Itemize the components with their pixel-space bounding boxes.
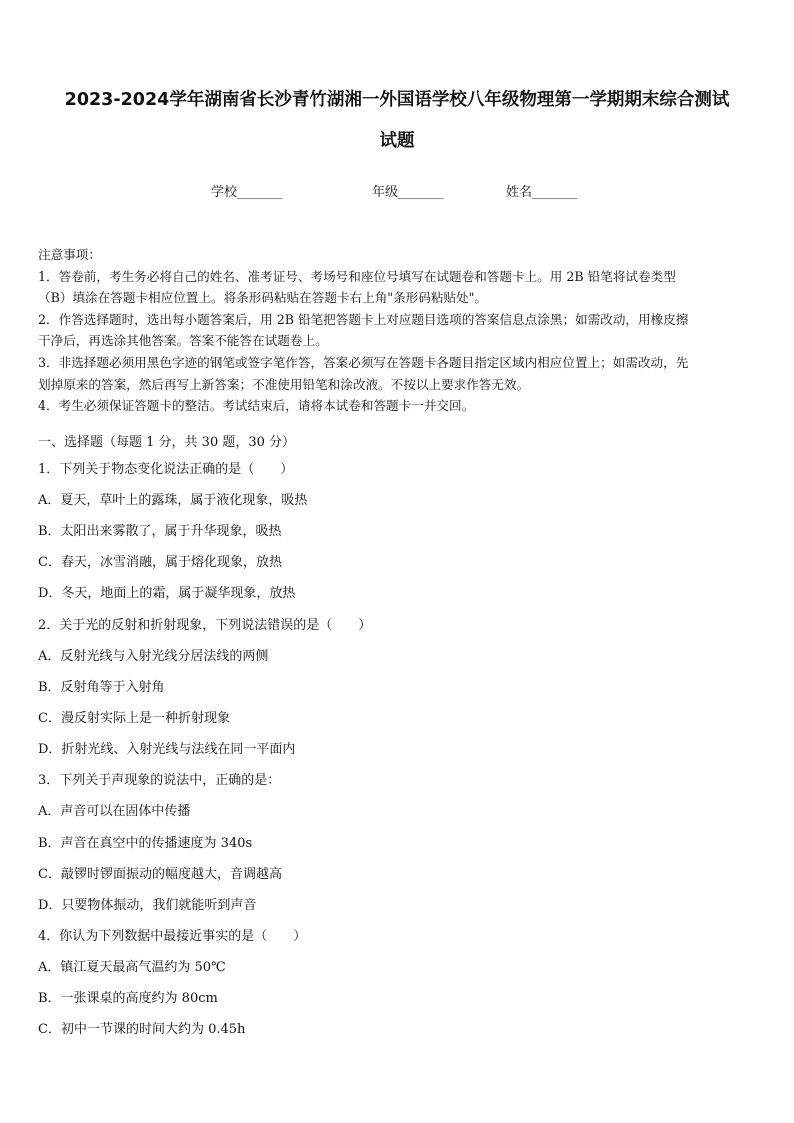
notice-line: 3．非选择题必须用黑色字迹的钢笔或签字笔作答，答案必须写在答题卡各题目指定区域内相应位置上；如需改动，先 (38, 354, 689, 370)
option-item: B．太阳出来雾散了，属于升华现象，吸热 (38, 524, 282, 539)
option-item: C．敲锣时锣面振动的幅度越大，音调越高 (38, 867, 282, 882)
school-field: 学校_______ (211, 185, 283, 200)
question-stem: 4．你认为下列数据中最接近事实的是（ ） (38, 929, 307, 944)
section-heading: 一、选择题（每题 1 分，共 30 题，30 分） (38, 435, 296, 450)
notice-line: 干净后，再选涂其他答案。答案不能答在试题卷上。 (38, 333, 328, 349)
option-item: B．一张课桌的高度约为 80cm (38, 991, 218, 1006)
notice-line: （B）填涂在答题卡相应位置上。将条形码粘贴在答题卡右上角"条形码粘贴处"。 (38, 290, 488, 306)
name-field: 姓名_______ (506, 185, 578, 200)
question-stem: 2．关于光的反射和折射现象，下列说法错误的是（ ） (38, 618, 372, 633)
option-item: B．声音在真空中的传播速度为 340s (38, 836, 253, 851)
option-item: A．声音可以在固体中传播 (38, 804, 191, 819)
exam-title-line1: 2023-2024学年湖南省长沙青竹湖湘一外国语学校八年级物理第一学期期末综合测试 (64, 90, 730, 110)
grade-field: 年级_______ (372, 185, 444, 200)
question-stem: 1．下列关于物态变化说法正确的是（ ） (38, 462, 294, 477)
notice-line: 划掉原来的答案，然后再写上新答案；不准使用铅笔和涂改液。不按以上要求作答无效。 (38, 376, 530, 392)
notice-block (38, 244, 758, 417)
notice-line: 4．考生必须保证答题卡的整洁。考试结束后，请将本试卷和答题卡一并交回。 (38, 398, 475, 414)
exam-title-line2: 试题 (379, 131, 415, 151)
option-item: D．只要物体振动，我们就能听到声音 (38, 898, 257, 913)
option-item: C．漫反射实际上是一种折射现象 (38, 711, 230, 726)
option-item: C．初中一节课的时间大约为 0.45h (38, 1022, 246, 1037)
option-item: B．反射角等于入射角 (38, 680, 165, 695)
option-item: C．春天，冰雪消融，属于熔化现象，放热 (38, 555, 282, 570)
notice-line: 2．作答选择题时，选出每小题答案后，用 2B 铅笔把答题卡上对应题目选项的答案信息点涂黑；如需改动，用橡皮擦 (38, 311, 689, 327)
notice-heading: 注意事项： (38, 247, 101, 262)
option-item: A．夏天，草叶上的露珠，属于液化现象，吸热 (38, 493, 308, 508)
notice-line: 1．答卷前，考生务必将自己的姓名、准考证号、考场号和座位号填写在试题卷和答题卡上。用 2B 铅笔将试卷类型 (38, 268, 676, 284)
option-item: D．冬天，地面上的霜，属于凝华现象，放热 (38, 586, 296, 601)
option-item: A．镇江夏天最高气温约为 50℃ (38, 960, 226, 975)
option-item: D．折射光线、入射光线与法线在同一平面内 (38, 742, 296, 757)
option-item: A．反射光线与入射光线分居法线的两侧 (38, 649, 269, 664)
question-stem: 3．下列关于声现象的说法中，正确的是： (38, 773, 281, 788)
